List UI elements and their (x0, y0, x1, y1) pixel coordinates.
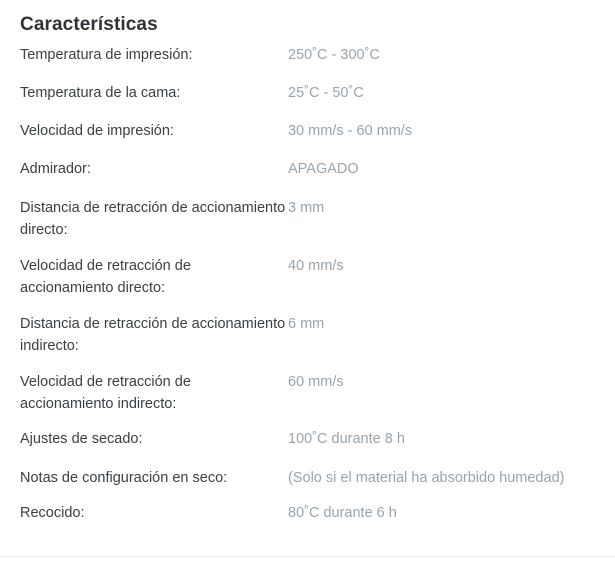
spec-value: 6 mm (288, 316, 325, 332)
list-item (0, 420, 615, 458)
spec-value: 60 mm/s (288, 374, 344, 390)
spec-label: Temperatura de la cama: (20, 85, 181, 101)
specifications-list (0, 36, 615, 532)
list-item (0, 458, 615, 494)
spec-value: 80˚C durante 6 h (288, 505, 397, 521)
spec-label: Velocidad de retracción de accionamiento directo: (20, 258, 191, 296)
spec-value: 25˚C - 50˚C (288, 85, 364, 101)
spec-value: 250˚C - 300˚C (288, 47, 380, 63)
list-item (0, 188, 615, 246)
list-item (0, 304, 615, 362)
spec-value: APAGADO (288, 161, 359, 177)
spec-value: 40 mm/s (288, 258, 344, 274)
spec-value: (Solo si el material ha absorbido humedad) (288, 470, 565, 486)
list-item (0, 36, 615, 74)
page-title: Características (20, 14, 158, 35)
spec-label: Temperatura de impresión: (20, 47, 193, 63)
list-item (0, 362, 615, 420)
list-item (0, 150, 615, 188)
spec-label: Velocidad de impresión: (20, 123, 174, 139)
spec-label: Admirador: (20, 161, 91, 177)
divider (0, 556, 615, 557)
list-item (0, 246, 615, 304)
list-item (0, 112, 615, 150)
spec-label: Ajustes de secado: (20, 431, 143, 447)
spec-value: 30 mm/s - 60 mm/s (288, 123, 413, 139)
spec-label: Distancia de retracción de accionamiento indirecto: (20, 316, 286, 354)
spec-label: Distancia de retracción de accionamiento directo: (20, 200, 286, 238)
spec-label: Notas de configuración en seco: (20, 470, 228, 486)
list-item (0, 74, 615, 112)
spec-label: Recocido: (20, 505, 85, 521)
list-item (0, 494, 615, 532)
spec-value: 3 mm (288, 200, 325, 216)
spec-value: 100˚C durante 8 h (288, 431, 405, 447)
spec-label: Velocidad de retracción de accionamiento indirecto: (20, 374, 191, 412)
